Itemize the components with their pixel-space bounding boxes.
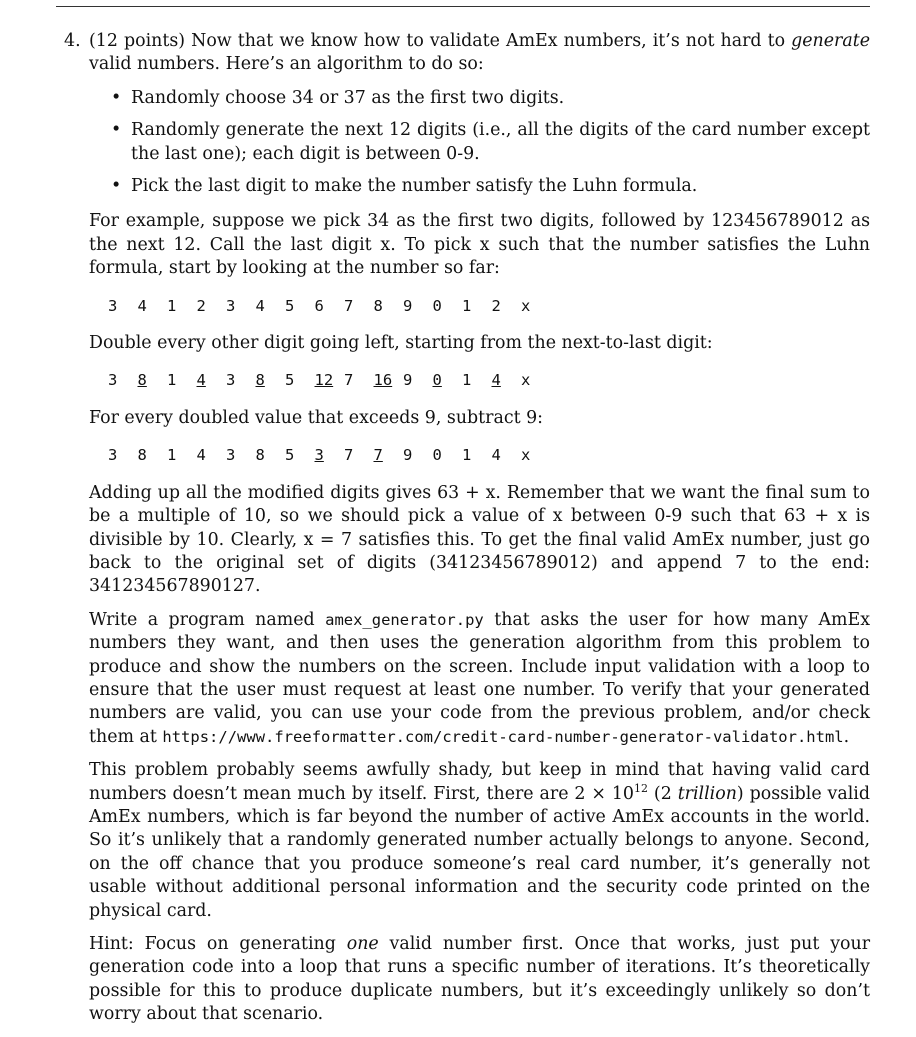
digit: 4 — [196, 446, 206, 465]
digit: 1 — [462, 446, 472, 465]
doubled-digit: 8 — [255, 371, 265, 390]
digit: 1 — [462, 371, 472, 390]
exponent: 12 — [634, 781, 648, 795]
doubled-digit: 4 — [196, 371, 206, 390]
hint-paragraph — [89, 933, 870, 1027]
list-item: • Randomly generate the next 12 digits (i.e., all the digits of the card number except the last one); each digit is between 0-9. — [111, 119, 870, 166]
list-item: • Pick the last digit to make the number satisfy the Luhn formula. — [111, 175, 870, 198]
digit-row-reduced — [108, 444, 870, 467]
top-rule — [56, 0, 870, 7]
hint-text-pre: Hint: Focus on generating — [89, 934, 336, 954]
shady-text-pre: This problem probably seems awfully shady, but keep in mind that having valid card numbers doesn’t mean much by itself. First, there are 2 × 10 — [89, 760, 870, 804]
double-paragraph: Double every other digit going left, starting from the next-to-last digit: — [89, 333, 713, 354]
digit: 3 — [108, 371, 118, 390]
digit: 3 — [108, 446, 118, 465]
digit: 2 — [196, 296, 206, 315]
intro-text-pre: Now that we know how to validate AmEx numbers, it’s not hard to — [191, 31, 786, 51]
validator-url-link[interactable]: https://www.freeformatter.com/credit-card-number-generator-validator.html — [162, 727, 844, 746]
digit: 8 — [373, 296, 383, 315]
digit: 7 — [344, 296, 354, 315]
intro-emphasis: generate — [791, 31, 871, 51]
digit: x — [521, 371, 531, 390]
reduced-digit: 3 — [314, 446, 324, 465]
digit: 4 — [491, 446, 501, 465]
problem-content — [56, 30, 870, 1037]
adding-paragraph: Adding up all the modified digits gives 63 + x. Remember that we want the final sum to be a multiple of 10, so we should pick a value of x between 0-9 such that 63 + x is divisible by 10. Clearly, x = 7 satisfies this. To get the final valid AmEx number, just go back to the original set of digits (34123456789012) and append 7 to the end: 341234567890127. — [89, 482, 870, 597]
write-paragraph — [89, 609, 870, 749]
digit-row-doubled — [108, 369, 870, 392]
doubled-digit: 12 — [314, 371, 334, 390]
digit: 3 — [226, 446, 236, 465]
digit: 8 — [255, 446, 265, 465]
digit-row-original — [108, 295, 870, 318]
write-text-pre: Write a program named — [89, 609, 315, 630]
digit: 4 — [255, 296, 265, 315]
digit: 9 — [403, 371, 413, 390]
digit: 7 — [344, 446, 354, 465]
digit: 5 — [285, 371, 295, 390]
write-text-post: . — [843, 726, 850, 747]
digit: 3 — [226, 371, 236, 390]
reduced-digit: 7 — [373, 446, 383, 465]
problem-number: 4. — [64, 31, 81, 51]
digit: 4 — [137, 296, 147, 315]
digit: 7 — [344, 371, 354, 390]
digit: 3 — [226, 296, 236, 315]
filename-code: amex_generator.py — [325, 610, 484, 629]
digit: x — [521, 296, 531, 315]
digit: 2 — [491, 296, 501, 315]
digit: 1 — [167, 446, 177, 465]
hint-emphasis: one — [346, 934, 379, 954]
problem-body — [89, 30, 870, 1027]
digit: 9 — [403, 446, 413, 465]
digit: 9 — [403, 296, 413, 315]
digit: 0 — [432, 296, 442, 315]
shady-text-post: ) possible valid AmEx numbers, which is far beyond the number of active AmEx accounts in the world. So it’s unlikely that a randomly generated number actually belongs to anyone. Second, on the off chance that you produce someone’s real card number, it’s generally not usable without additional personal information and the security code printed on the physical card. — [89, 783, 870, 921]
digit: 1 — [167, 296, 177, 315]
digit: 1 — [462, 296, 472, 315]
digit: 8 — [137, 446, 147, 465]
doubled-digit: 0 — [432, 371, 442, 390]
intro-text-post: valid numbers. Here’s an algorithm to do so: — [89, 54, 484, 75]
hint-text-post: valid number first. Once that works, just put your generation code into a loop that runs a specific number of iterations. It’s theoretically possible for this to produce duplicate numbers, but it’s exceedingly unlikely so don’t worry about that scenario. — [89, 934, 871, 1025]
digit: 5 — [285, 446, 295, 465]
digit: x — [521, 446, 531, 465]
digit: 5 — [285, 296, 295, 315]
shady-text-mid: (2 — [648, 783, 678, 804]
intro-paragraph — [89, 30, 870, 77]
subtract-paragraph: For every doubled value that exceeds 9, subtract 9: — [89, 407, 544, 428]
doubled-digit: 4 — [491, 371, 501, 390]
algorithm-list — [111, 87, 870, 199]
digit: 3 — [108, 296, 118, 315]
shady-paragraph — [89, 759, 870, 923]
shady-emphasis: trillion — [677, 783, 737, 804]
doubled-digit: 8 — [137, 371, 147, 390]
doubled-digit: 16 — [373, 371, 393, 390]
digit: 1 — [167, 371, 177, 390]
points-label: (12 points) — [89, 31, 186, 51]
example-paragraph: For example, suppose we pick 34 as the first two digits, followed by 123456789012 as the next 12. Call the last digit x. To pick x such that the number satisfies the Luhn formula, start by looking at the number so far: — [89, 211, 870, 279]
list-item: • Randomly choose 34 or 37 as the first two digits. — [111, 87, 870, 110]
digit: 6 — [314, 296, 324, 315]
write-text-mid: that asks the user for how many AmEx numbers they want, and then uses the generation algorithm from this problem to produce and show the numbers on the screen. Include input validation with a loop to ensure that the user must request at least one number. To verify that your generated numbers are valid, you can use your code from the previous problem, and/or check them at — [89, 609, 871, 747]
digit: 0 — [432, 446, 442, 465]
